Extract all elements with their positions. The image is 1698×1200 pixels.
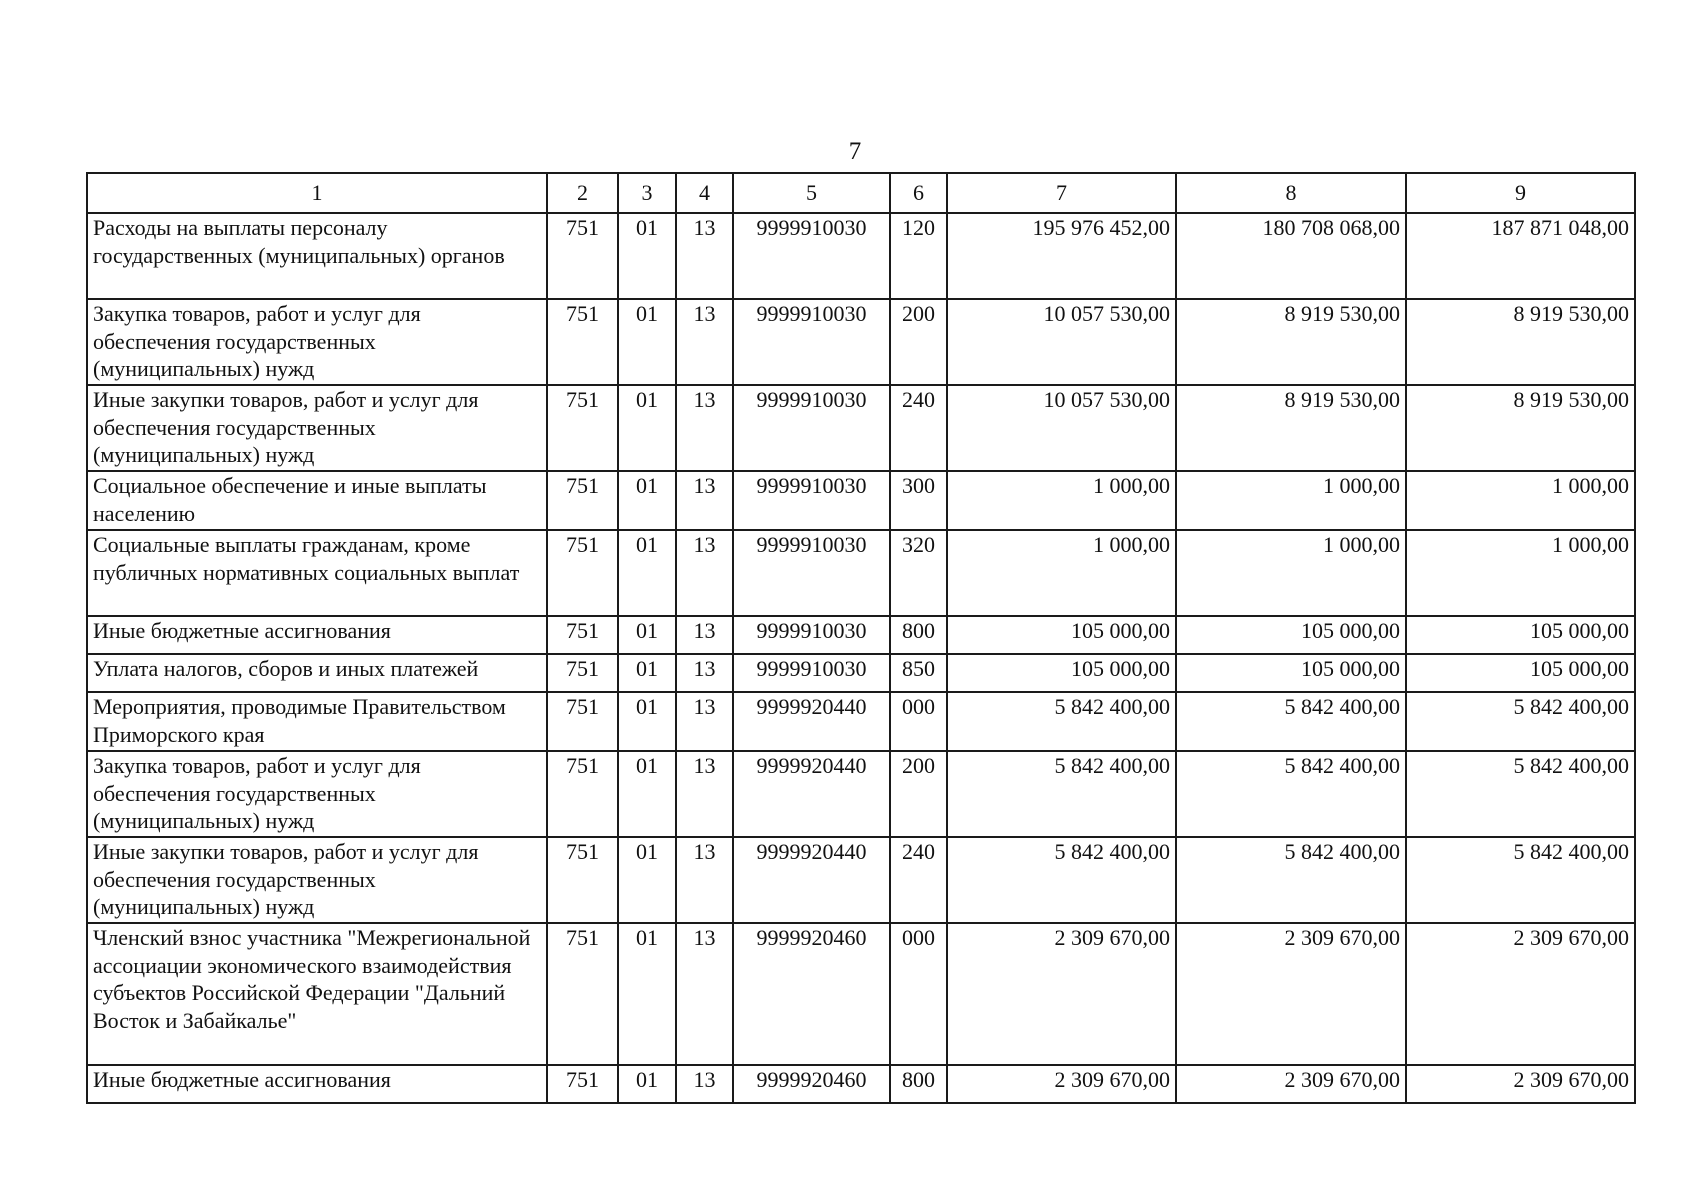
- amount-col8-cell: 5 842 400,00: [1176, 837, 1406, 923]
- subsection-code-cell: 13: [676, 213, 733, 299]
- amount-col8-cell: 2 309 670,00: [1176, 923, 1406, 1065]
- table-row: [87, 299, 1635, 385]
- expense-type-cell: 320: [890, 530, 947, 616]
- column-header: 8: [1176, 173, 1406, 213]
- amount-col7-cell: 105 000,00: [947, 616, 1176, 654]
- table-row: [87, 385, 1635, 471]
- gr-code-cell: 751: [547, 1065, 618, 1103]
- amount-col9-cell: 2 309 670,00: [1406, 1065, 1635, 1103]
- section-code-cell: 01: [618, 751, 676, 837]
- row-name-cell: Иные бюджетные ассигнования: [87, 1065, 547, 1103]
- column-header: 4: [676, 173, 733, 213]
- section-code-cell: 01: [618, 923, 676, 1065]
- subsection-code-cell: 13: [676, 923, 733, 1065]
- amount-col8-cell: 105 000,00: [1176, 654, 1406, 692]
- table-row: [87, 837, 1635, 923]
- section-code-cell: 01: [618, 299, 676, 385]
- table-row: [87, 1065, 1635, 1103]
- section-code-cell: 01: [618, 837, 676, 923]
- expense-type-cell: 120: [890, 213, 947, 299]
- gr-code-cell: 751: [547, 385, 618, 471]
- amount-col9-cell: 8 919 530,00: [1406, 299, 1635, 385]
- amount-col7-cell: 10 057 530,00: [947, 299, 1176, 385]
- amount-col7-cell: 105 000,00: [947, 654, 1176, 692]
- target-article-cell: 9999910030: [733, 616, 890, 654]
- section-code-cell: 01: [618, 385, 676, 471]
- column-header: 7: [947, 173, 1176, 213]
- subsection-code-cell: 13: [676, 616, 733, 654]
- expense-type-cell: 000: [890, 692, 947, 751]
- section-code-cell: 01: [618, 530, 676, 616]
- gr-code-cell: 751: [547, 837, 618, 923]
- amount-col9-cell: 105 000,00: [1406, 654, 1635, 692]
- target-article-cell: 9999920440: [733, 837, 890, 923]
- table-row: [87, 213, 1635, 299]
- row-name-cell: Иные бюджетные ассигнования: [87, 616, 547, 654]
- row-name-cell: Иные закупки товаров, работ и услуг для обеспечения государственных (муниципальных) нужд: [87, 385, 547, 471]
- section-code-cell: 01: [618, 654, 676, 692]
- row-name-cell: Закупка товаров, работ и услуг для обеспечения государственных (муниципальных) нужд: [87, 299, 547, 385]
- amount-col7-cell: 2 309 670,00: [947, 1065, 1176, 1103]
- amount-col7-cell: 195 976 452,00: [947, 213, 1176, 299]
- target-article-cell: 9999920460: [733, 1065, 890, 1103]
- target-article-cell: 9999910030: [733, 471, 890, 530]
- section-code-cell: 01: [618, 1065, 676, 1103]
- amount-col9-cell: 105 000,00: [1406, 616, 1635, 654]
- amount-col9-cell: 5 842 400,00: [1406, 837, 1635, 923]
- amount-col7-cell: 2 309 670,00: [947, 923, 1176, 1065]
- amount-col8-cell: 105 000,00: [1176, 616, 1406, 654]
- row-name-cell: Расходы на выплаты персоналу государственных (муниципальных) органов: [87, 213, 547, 299]
- section-code-cell: 01: [618, 692, 676, 751]
- expense-type-cell: 000: [890, 923, 947, 1065]
- amount-col9-cell: 1 000,00: [1406, 530, 1635, 616]
- subsection-code-cell: 13: [676, 471, 733, 530]
- subsection-code-cell: 13: [676, 654, 733, 692]
- gr-code-cell: 751: [547, 923, 618, 1065]
- gr-code-cell: 751: [547, 654, 618, 692]
- gr-code-cell: 751: [547, 213, 618, 299]
- amount-col8-cell: 8 919 530,00: [1176, 299, 1406, 385]
- amount-col7-cell: 5 842 400,00: [947, 692, 1176, 751]
- expense-type-cell: 200: [890, 299, 947, 385]
- amount-col7-cell: 10 057 530,00: [947, 385, 1176, 471]
- expense-type-cell: 300: [890, 471, 947, 530]
- amount-col8-cell: 2 309 670,00: [1176, 1065, 1406, 1103]
- amount-col7-cell: 5 842 400,00: [947, 751, 1176, 837]
- table-row: [87, 654, 1635, 692]
- target-article-cell: 9999910030: [733, 299, 890, 385]
- amount-col8-cell: 5 842 400,00: [1176, 692, 1406, 751]
- target-article-cell: 9999920440: [733, 751, 890, 837]
- amount-col8-cell: 180 708 068,00: [1176, 213, 1406, 299]
- row-name-cell: Уплата налогов, сборов и иных платежей: [87, 654, 547, 692]
- amount-col9-cell: 5 842 400,00: [1406, 751, 1635, 837]
- subsection-code-cell: 13: [676, 1065, 733, 1103]
- page-number: 7: [848, 138, 862, 165]
- amount-col7-cell: 1 000,00: [947, 471, 1176, 530]
- column-header: 3: [618, 173, 676, 213]
- section-code-cell: 01: [618, 616, 676, 654]
- column-header: 6: [890, 173, 947, 213]
- amount-col9-cell: 8 919 530,00: [1406, 385, 1635, 471]
- amount-col7-cell: 5 842 400,00: [947, 837, 1176, 923]
- table-row: [87, 471, 1635, 530]
- budget-table: [86, 172, 1636, 1104]
- gr-code-cell: 751: [547, 299, 618, 385]
- gr-code-cell: 751: [547, 751, 618, 837]
- table-row: [87, 751, 1635, 837]
- amount-col7-cell: 1 000,00: [947, 530, 1176, 616]
- amount-col9-cell: 187 871 048,00: [1406, 213, 1635, 299]
- subsection-code-cell: 13: [676, 751, 733, 837]
- row-name-cell: Социальные выплаты гражданам, кроме публичных нормативных социальных выплат: [87, 530, 547, 616]
- table-row: [87, 616, 1635, 654]
- table-row: [87, 692, 1635, 751]
- subsection-code-cell: 13: [676, 385, 733, 471]
- target-article-cell: 9999920440: [733, 692, 890, 751]
- gr-code-cell: 751: [547, 692, 618, 751]
- target-article-cell: 9999920460: [733, 923, 890, 1065]
- amount-col8-cell: 1 000,00: [1176, 471, 1406, 530]
- row-name-cell: Мероприятия, проводимые Правительством Приморского края: [87, 692, 547, 751]
- gr-code-cell: 751: [547, 530, 618, 616]
- subsection-code-cell: 13: [676, 530, 733, 616]
- amount-col9-cell: 1 000,00: [1406, 471, 1635, 530]
- expense-type-cell: 800: [890, 616, 947, 654]
- gr-code-cell: 751: [547, 616, 618, 654]
- section-code-cell: 01: [618, 213, 676, 299]
- amount-col8-cell: 5 842 400,00: [1176, 751, 1406, 837]
- column-header: 9: [1406, 173, 1635, 213]
- table-row: [87, 923, 1635, 1065]
- column-header: 5: [733, 173, 890, 213]
- target-article-cell: 9999910030: [733, 654, 890, 692]
- expense-type-cell: 200: [890, 751, 947, 837]
- section-code-cell: 01: [618, 471, 676, 530]
- column-header: 1: [87, 173, 547, 213]
- row-name-cell: Членский взнос участника "Межрегиональной ассоциации экономического взаимодействия субъектов Российской Федерации "Дальний Восток и Забайкалье": [87, 923, 547, 1065]
- target-article-cell: 9999910030: [733, 530, 890, 616]
- row-name-cell: Социальное обеспечение и иные выплаты населению: [87, 471, 547, 530]
- column-header: 2: [547, 173, 618, 213]
- expense-type-cell: 240: [890, 385, 947, 471]
- subsection-code-cell: 13: [676, 692, 733, 751]
- row-name-cell: Закупка товаров, работ и услуг для обеспечения государственных (муниципальных) нужд: [87, 751, 547, 837]
- amount-col8-cell: 8 919 530,00: [1176, 385, 1406, 471]
- target-article-cell: 9999910030: [733, 385, 890, 471]
- expense-type-cell: 800: [890, 1065, 947, 1103]
- subsection-code-cell: 13: [676, 837, 733, 923]
- subsection-code-cell: 13: [676, 299, 733, 385]
- target-article-cell: 9999910030: [733, 213, 890, 299]
- gr-code-cell: 751: [547, 471, 618, 530]
- table-row: [87, 530, 1635, 616]
- row-name-cell: Иные закупки товаров, работ и услуг для обеспечения государственных (муниципальных) нужд: [87, 837, 547, 923]
- amount-col8-cell: 1 000,00: [1176, 530, 1406, 616]
- amount-col9-cell: 5 842 400,00: [1406, 692, 1635, 751]
- expense-type-cell: 240: [890, 837, 947, 923]
- table-header-row: [87, 173, 1635, 213]
- expense-type-cell: 850: [890, 654, 947, 692]
- amount-col9-cell: 2 309 670,00: [1406, 923, 1635, 1065]
